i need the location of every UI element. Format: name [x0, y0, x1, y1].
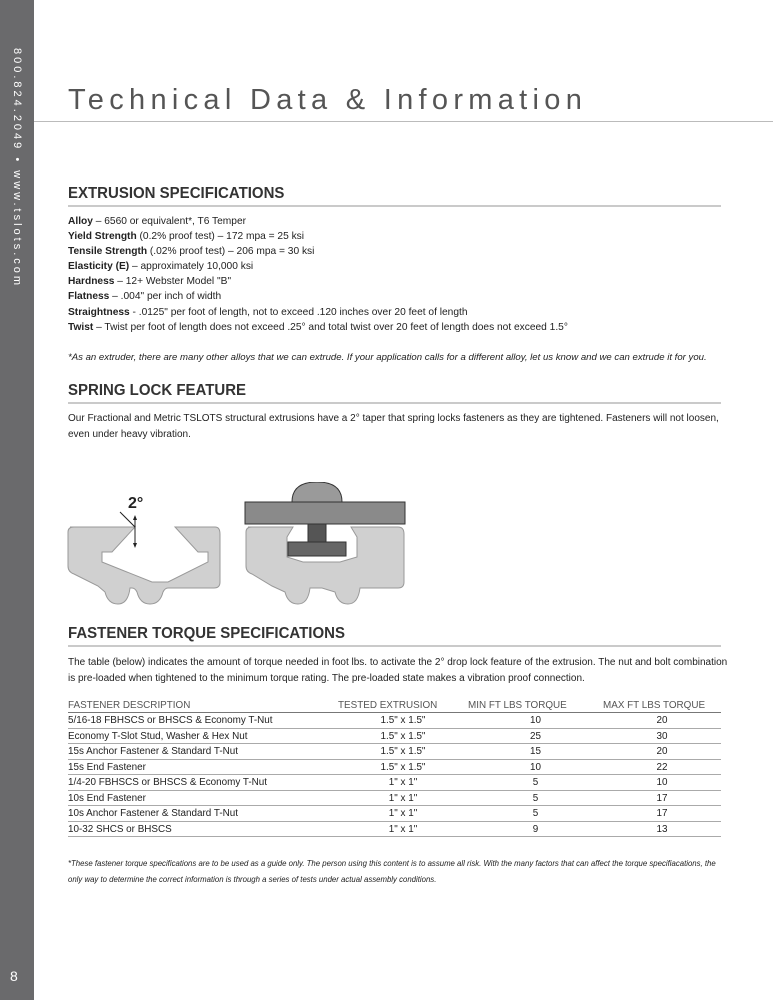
spec-item [68, 244, 728, 259]
spec-value: – Twist per foot of length does not exceed .25° and total twist over 20 feet of length does not exceed 1.5° [93, 321, 568, 333]
t-nut [288, 542, 346, 556]
torque-table-header [68, 700, 721, 713]
spec-item [68, 229, 728, 244]
spec-label: Straightness [68, 306, 130, 318]
spec-value: – .004" per inch of width [109, 291, 222, 303]
spring-lock-heading: SPRING LOCK FEATURE [68, 381, 721, 403]
spec-value: - .0125" per foot of length, not to exceed .120 inches over 20 feet of length [129, 306, 468, 318]
spec-item [68, 320, 728, 335]
spec-label: Hardness [68, 276, 115, 288]
table-row [68, 759, 721, 775]
spec-value: – 6560 or equivalent*, T6 Temper [92, 216, 247, 227]
cell-min-torque: 10 [468, 759, 603, 775]
cell-tested-extrusion: 1.5" x 1.5" [338, 759, 468, 775]
cell-tested-extrusion: 1" x 1" [338, 821, 468, 837]
cell-max-torque: 30 [603, 728, 721, 744]
table-row [68, 790, 721, 806]
cell-fastener-description: 10s End Fastener [68, 790, 338, 806]
col-fastener-description: FASTENER DESCRIPTION [68, 700, 338, 713]
col-min-torque: MIN FT LBS TORQUE [468, 700, 603, 713]
extrusion-profile-left [68, 527, 220, 604]
spec-label: Alloy [68, 216, 93, 227]
bolt-head [292, 482, 342, 502]
cell-max-torque: 20 [603, 713, 721, 729]
cell-fastener-description: 10s Anchor Fastener & Standard T-Nut [68, 806, 338, 822]
spec-item [68, 289, 728, 304]
torque-intro: The table (below) indicates the amount of torque needed in foot lbs. to activate the 2° drop lock feature of the extrusion. The nut and bolt combination is pre-loaded when tightened to the minimum torque rating. The pre-loaded state makes a vibration proof connection. [68, 657, 728, 684]
fastener-plate [245, 502, 405, 524]
spec-label: Yield Strength [68, 231, 137, 243]
cell-tested-extrusion: 1.5" x 1.5" [338, 728, 468, 744]
cell-min-torque: 15 [468, 744, 603, 760]
cell-max-torque: 17 [603, 790, 721, 806]
page-number: 8 [10, 968, 18, 984]
cell-tested-extrusion: 1.5" x 1.5" [338, 744, 468, 760]
table-row [68, 775, 721, 791]
table-row [68, 821, 721, 837]
angle-label: 2° [128, 495, 144, 512]
sidebar [0, 0, 34, 1000]
cell-max-torque: 20 [603, 744, 721, 760]
spec-label: Twist [68, 321, 94, 333]
table-row [68, 713, 721, 729]
cell-tested-extrusion: 1.5" x 1.5" [338, 713, 468, 729]
page-title: Technical Data & Information [68, 84, 588, 116]
cell-fastener-description: 5/16-18 FBHSCS or BHSCS & Economy T-Nut [68, 713, 338, 729]
table-row [68, 806, 721, 822]
cell-min-torque: 25 [468, 728, 603, 744]
torque-heading: FASTENER TORQUE SPECIFICATIONS [68, 624, 721, 646]
cell-min-torque: 5 [468, 790, 603, 806]
spec-item [68, 259, 728, 274]
cell-fastener-description: 15s Anchor Fastener & Standard T-Nut [68, 744, 338, 760]
cell-tested-extrusion: 1" x 1" [338, 806, 468, 822]
col-tested-extrusion: TESTED EXTRUSION [338, 700, 468, 713]
spec-value: – approximately 10,000 ksi [129, 261, 254, 273]
spec-item [68, 305, 728, 320]
spec-label: Elasticity (E) [68, 261, 130, 273]
cell-tested-extrusion: 1" x 1" [338, 790, 468, 806]
spec-value: – 12+ Webster Model "B" [114, 276, 232, 288]
cell-max-torque: 13 [603, 821, 721, 837]
spec-label: Tensile Strength [68, 246, 148, 258]
extrusion-heading: EXTRUSION SPECIFICATIONS [68, 184, 721, 206]
spec-value: (0.2% proof test) – 172 mpa = 25 ksi [136, 231, 305, 243]
cell-fastener-description: Economy T-Slot Stud, Washer & Hex Nut [68, 728, 338, 744]
cell-min-torque: 9 [468, 821, 603, 837]
bolt-shank [308, 524, 326, 544]
cell-fastener-description: 10-32 SHCS or BHSCS [68, 821, 338, 837]
cell-max-torque: 22 [603, 759, 721, 775]
torque-footnote: *These fastener torque specifications are to be used as a guide only. The person using this content is to assume all risk. With the many factors that can affect the torque specifiacations, the only way to determine the correct information is through a series of tests under actual assembly conditions. [68, 859, 716, 884]
sidebar-contact: 800.824.2049 • www.tslots.com [11, 48, 23, 289]
cell-min-torque: 5 [468, 806, 603, 822]
cell-fastener-description: 1/4-20 FBHSCS or BHSCS & Economy T-Nut [68, 775, 338, 791]
spec-item [68, 214, 728, 229]
cell-max-torque: 17 [603, 806, 721, 822]
spec-item [68, 274, 728, 289]
spring-lock-body: Our Fractional and Metric TSLOTS structural extrusions have a 2° taper that spring locks fasteners as they are tightened. Fasteners will not loosen, even under heavy vibration. [68, 413, 719, 440]
cell-tested-extrusion: 1" x 1" [338, 775, 468, 791]
spec-value: (.02% proof test) – 206 mpa = 30 ksi [147, 246, 315, 258]
header-divider [34, 121, 773, 122]
cell-min-torque: 10 [468, 713, 603, 729]
table-row [68, 728, 721, 744]
spring-lock-figure [60, 482, 420, 612]
cell-min-torque: 5 [468, 775, 603, 791]
cell-max-torque: 10 [603, 775, 721, 791]
table-row [68, 744, 721, 760]
col-max-torque: MAX FT LBS TORQUE [603, 700, 721, 713]
cell-fastener-description: 15s End Fastener [68, 759, 338, 775]
spec-list [68, 214, 728, 335]
alloy-note: *As an extruder, there are many other alloys that we can extrude. If your application calls for a different alloy, let us know and we can extrude it for you. [68, 352, 707, 363]
torque-table [68, 700, 721, 837]
spec-label: Flatness [68, 291, 110, 303]
